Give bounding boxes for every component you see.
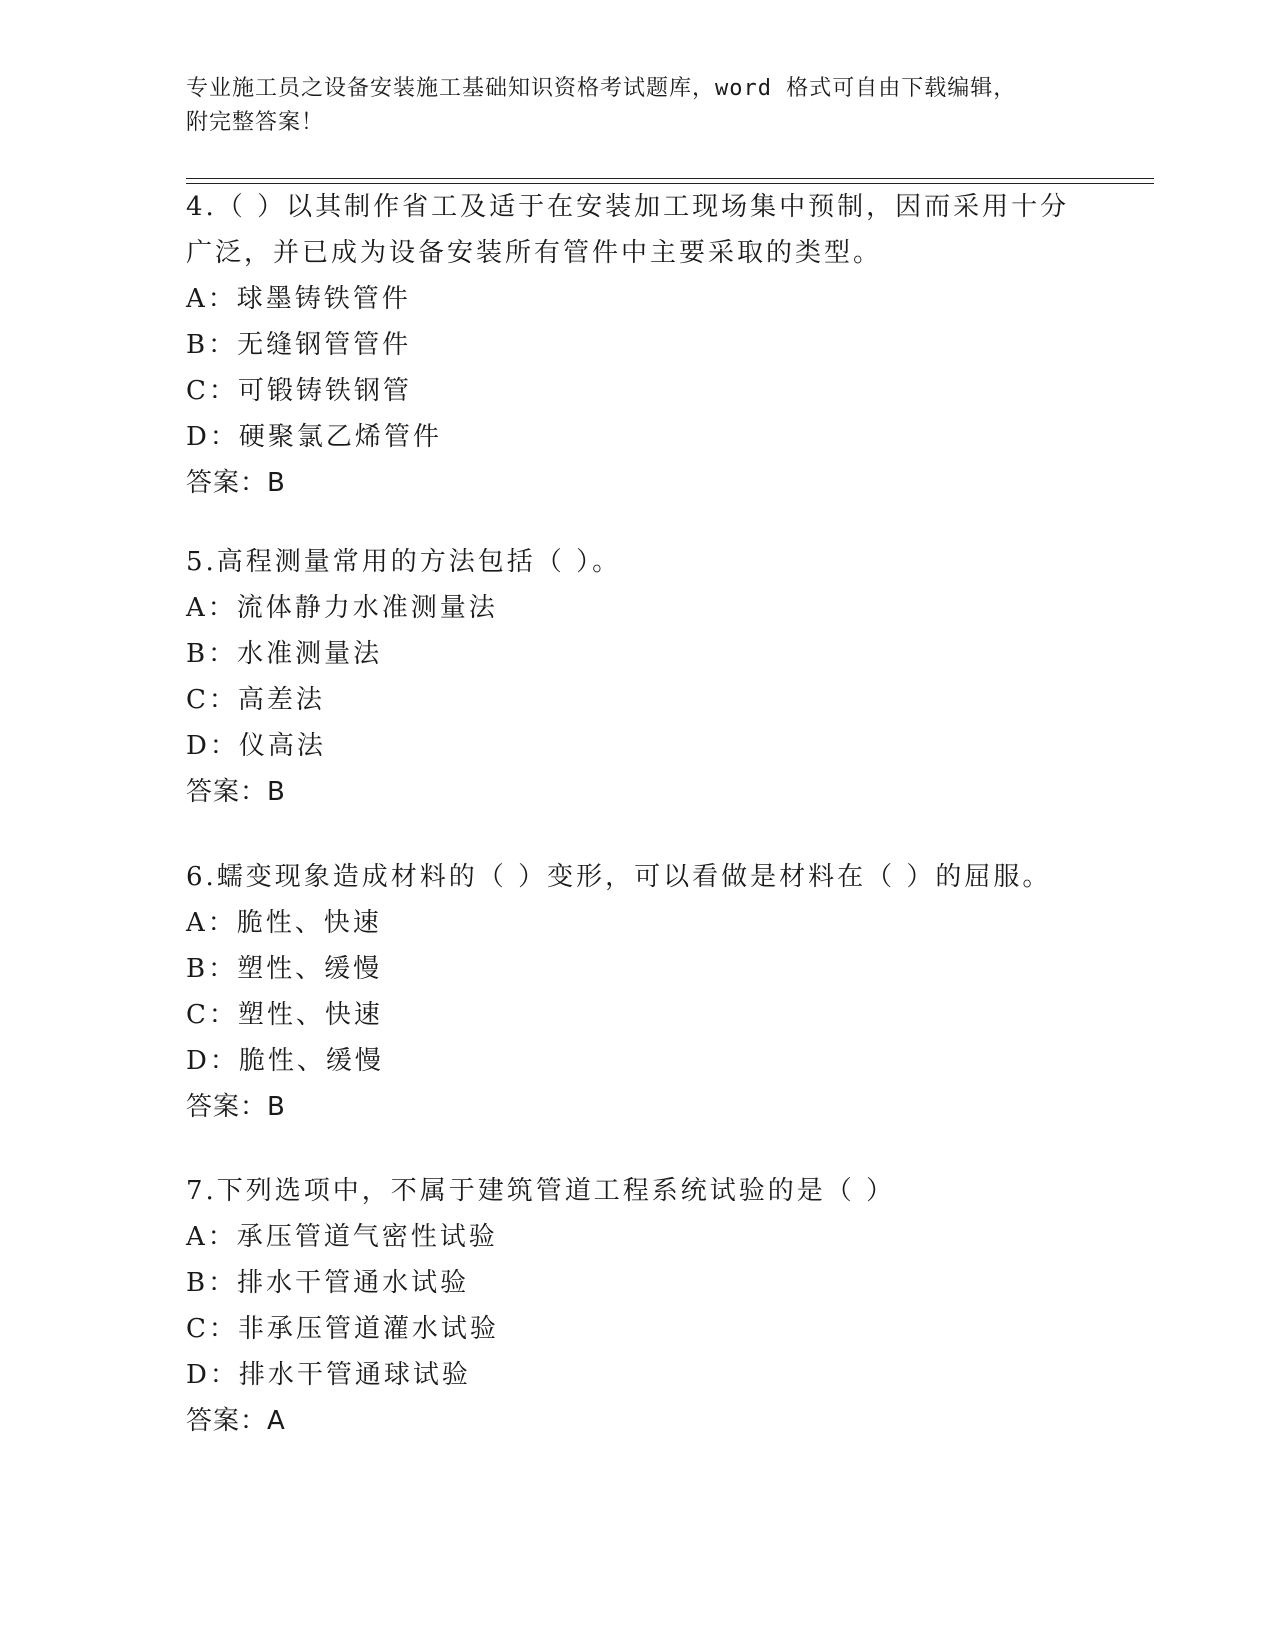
question-7 [186, 1168, 1086, 1444]
answer: 答案：B [186, 468, 286, 498]
option-b: B：无缝钢管管件 [186, 330, 412, 360]
question-5 [186, 539, 1086, 815]
option-d: D：脆性、缓慢 [186, 1046, 384, 1076]
question-stem: 5.高程测量常用的方法包括（ ）。 [186, 547, 622, 577]
option-d: D：硬聚氯乙烯管件 [186, 422, 442, 452]
option-a: A：承压管道气密性试验 [186, 1222, 498, 1252]
option-d: D：排水干管通球试验 [186, 1360, 471, 1390]
answer: 答案：A [186, 1406, 286, 1436]
question-stem-continued: 广泛，并已成为设备安装所有管件中主要采取的类型。 [186, 238, 883, 268]
option-c: C：可锻铸铁钢管 [186, 376, 412, 406]
header-line-2: 附完整答案！ [186, 110, 325, 135]
option-b: B：塑性、缓慢 [186, 954, 383, 984]
document-header [186, 72, 1066, 140]
option-a: A：脆性、快速 [186, 908, 382, 938]
option-a: A：流体静力水准测量法 [186, 593, 498, 623]
option-b: B：排水干管通水试验 [186, 1268, 470, 1298]
option-c: C：塑性、快速 [186, 1000, 383, 1030]
option-c: C：非承压管道灌水试验 [186, 1314, 499, 1344]
question-6 [186, 854, 1086, 1130]
header-line-1: 专业施工员之设备安装施工基础知识资格考试题库，word 格式可自由下载编辑， [186, 76, 1017, 101]
option-b: B：水准测量法 [186, 639, 383, 669]
option-a: A：球墨铸铁管件 [186, 284, 411, 314]
answer: 答案：B [186, 1092, 286, 1122]
question-stem: 4.（ ）以其制作省工及适于在安装加工现场集中预制，因而采用十分 [186, 192, 1070, 222]
question-stem: 7.下列选项中，不属于建筑管道工程系统试验的是（ ） [186, 1176, 896, 1206]
option-d: D：仪高法 [186, 731, 326, 761]
header-rule-top [186, 178, 1154, 179]
question-stem: 6.蠕变现象造成材料的（ ）变形，可以看做是材料在（ ）的屈服。 [186, 862, 1052, 892]
option-c: C：高差法 [186, 685, 325, 715]
question-4 [186, 184, 1086, 506]
answer: 答案：B [186, 777, 286, 807]
